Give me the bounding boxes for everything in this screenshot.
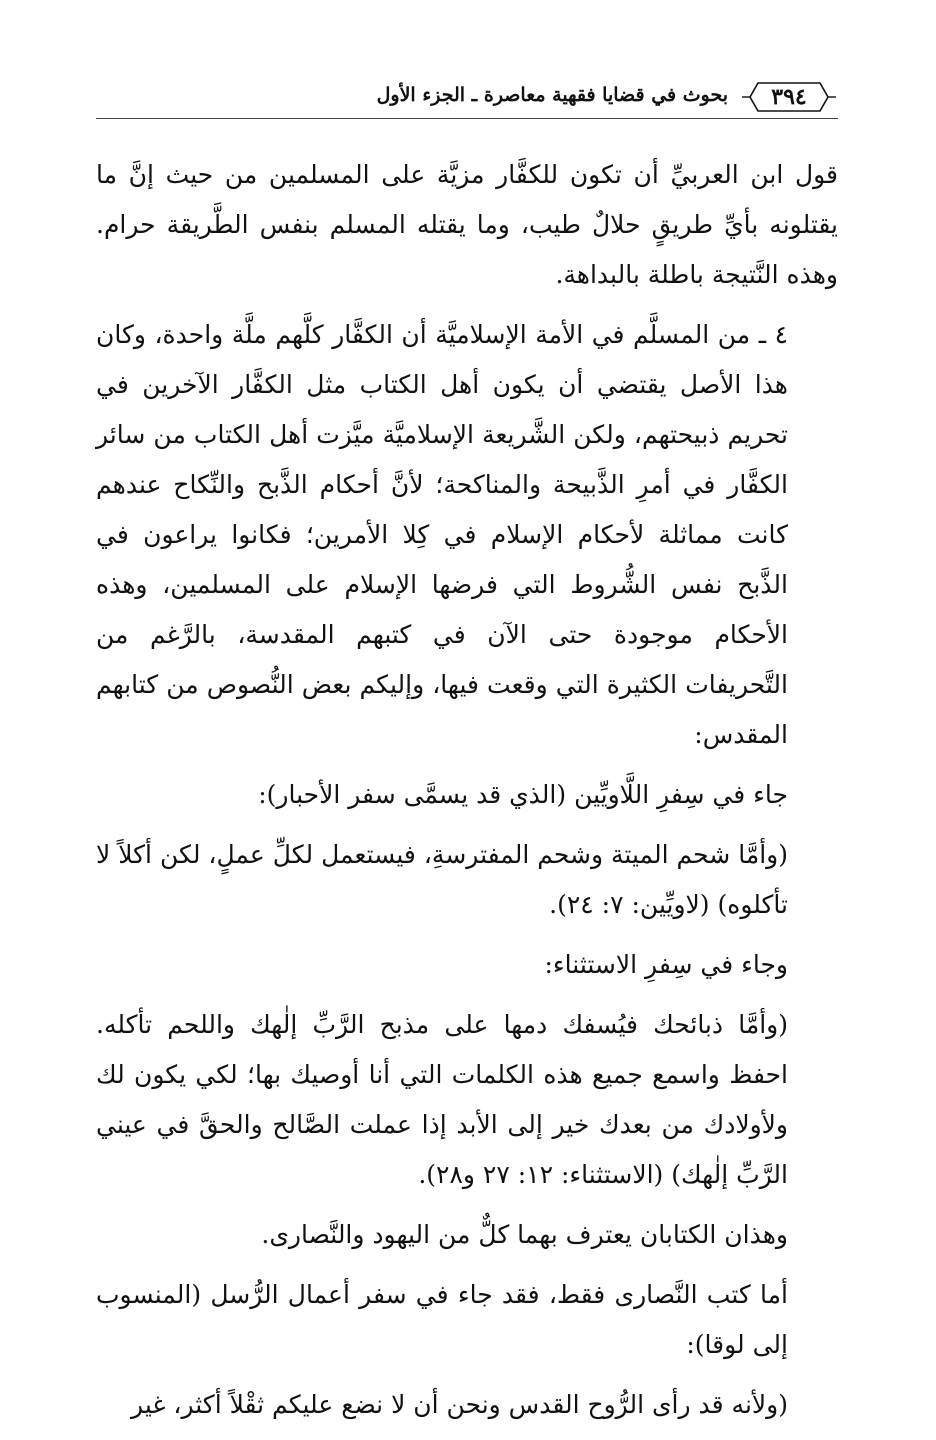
body-text [96, 150, 838, 1440]
book-title-header: بحوث في قضايا فقهية معاصرة ـ الجزء الأول [376, 84, 728, 106]
paragraph-3: جاء في سِفرِ اللَّاويِّين (الذي قد يسمَّى سفر الأحبار): [258, 780, 788, 809]
quote-deuteronomy: (وأمَّا ذبائحك فيُسفك دمها على مذبح الرَّبِّ إلٰهك واللحم تأكله. احفظ واسمع جميع هذه الكلمات التي أنا أوصيك بها؛ لكي يكون لك ولأولادك من بعدك خير إلى الأبد إذا عملت الصَّالح والحقَّ في عيني الرَّبِّ إلٰهك) (الاستثناء: ١٢: ٢٧ و٢٨). [96, 1010, 788, 1189]
quote-leviticus: (وأمَّا شحم الميتة وشحم المفترسةِ، فيستعمل لكلِّ عملٍ، لكن أكلاً لا تأكلوه) (لاويِّين: ٧: ٢٤). [96, 840, 788, 919]
paragraph-2: ٤ ـ من المسلَّم في الأمة الإسلاميَّة أن الكفَّار كلَّهم ملَّة واحدة، وكان هذا الأصل يقتضي أن يكون أهل الكتاب مثل الكفَّار الآخرين في تحريم ذبيحتهم، ولكن الشَّريعة الإسلاميَّة ميَّزت أهل الكتاب من سائر الكفَّار في أمرِ الذَّبيحة والمناكحة؛ لأنَّ أحكام الذَّبح والنِّكاح عندهم كانت مماثلة لأحكام الإسلام في كِلا الأمرين؛ فكانوا يراعون في الذَّبح نفس الشُّروط التي فرضها الإسلام على المسلمين، وهذه الأحكام موجودة حتى الآن في كتبهم المقدسة، بالرَّغم من التَّحريفات الكثيرة التي وقعت فيها، وإليكم بعض النُّصوص من كتابهم المقدس: [96, 320, 788, 749]
paragraph-6: أما كتب النَّصارى فقط، فقد جاء في سفر أعمال الرُّسل (المنسوب إلى لوقا): [96, 1280, 788, 1359]
page-number: ٣٩٤ [771, 84, 807, 110]
quote-acts: (ولأنه قد رأى الرُّوح القدس ونحن أن لا نضع عليكم ثقْلاً أكثر، غير [131, 1390, 788, 1419]
page-number-badge [740, 80, 838, 114]
paragraph-5: وهذان الكتابان يعترف بهما كلٌّ من اليهود والنَّصارى. [261, 1220, 788, 1249]
paragraph-4: وجاء في سِفرِ الاستثناء: [544, 950, 788, 979]
header-divider [96, 118, 838, 119]
running-header [96, 76, 838, 122]
paragraph-1: قول ابن العربيِّ أن تكون للكفَّار مزيَّة على المسلمين من حيث إنَّ ما يقتلونه بأيِّ طريقٍ حلالٌ طيب، وما يقتله المسلم بنفس الطَّريقة حرام. وهذه النَّتيجة باطلة بالبداهة. [96, 160, 838, 289]
